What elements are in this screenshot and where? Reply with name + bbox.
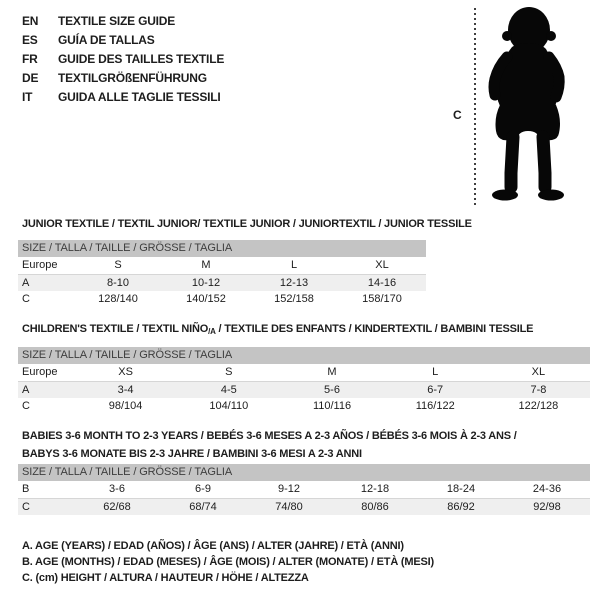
table-cell: 116/122 [415,400,455,412]
table-cell: 122/128 [518,400,559,412]
lang-code: IT [22,90,33,104]
table-row-height [18,498,590,515]
column-header: M [327,366,337,378]
lang-code: ES [22,33,38,47]
lang-title: TEXTILE SIZE GUIDE [58,14,176,28]
column-header: M [201,259,211,271]
lang-code: EN [22,14,39,28]
table-cell: 5-6 [324,384,340,396]
footnote-height-cm: C. (cm) HEIGHT / ALTURA / HAUTEUR / HÖHE / ALTEZZA [22,572,309,584]
table-row-age [18,381,590,398]
table-cell: 158/170 [362,293,402,305]
children-size-table [18,347,590,415]
babies-title-line2: BABYS 3-6 MONATE BIS 2-3 JAHRE / BAMBINI 3-6 MESI A 2-3 ANNI [22,448,362,460]
table-row-age-months [18,481,590,498]
table-cell: 9-12 [277,483,301,495]
table-cell: 68/74 [189,501,217,513]
lang-title: GUÍA DE TALLAS [58,33,155,47]
table-cell: 3-4 [117,384,134,396]
height-measure-label: C [453,108,462,122]
table-cell: 6-9 [195,483,211,495]
babies-title-line1: BABIES 3-6 MONTH TO 2-3 YEARS / BEBÉS 3-6 MESES A 2-3 AÑOS / BÉBÉS 3-6 MOIS À 2-3 ANS / [22,430,517,442]
column-header: XS [118,366,133,378]
junior-size-table [18,240,426,308]
table-cell: 4-5 [220,384,237,396]
column-header: XL [375,259,389,271]
footnote-age-months: B. AGE (MONTHS) / EDAD (MESES) / ÂGE (MOIS) / ALTER (MONATE) / ETÀ (MESI) [22,556,434,568]
table-cell: 104/110 [209,400,249,412]
column-header: S [114,259,122,271]
column-header: XL [531,366,546,378]
height-dashed-line [474,8,476,208]
row-label: C [22,400,30,412]
table-row-age [18,274,426,291]
size-header-bar: SIZE / TALLA / TAILLE / GRÖSSE / TAGLIA [18,347,590,364]
table-cell: 8-10 [106,277,130,289]
table-cell: 12-18 [360,483,390,495]
row-label: C [22,293,30,305]
lang-row-es [22,31,224,50]
children-title-pre: CHILDREN'S TEXTILE / TEXTIL NIÑO [22,323,209,335]
table-cell: 3-6 [109,483,125,495]
table-cell: 14-16 [367,277,397,289]
lang-code: DE [22,71,39,85]
language-title-list [22,12,224,107]
baby-silhouette-icon [482,5,574,209]
row-label: B [22,483,30,495]
row-label: A [22,277,30,289]
lang-row-en [22,12,224,31]
table-cell: 80/86 [361,501,389,513]
footnote-legend [22,538,434,586]
babies-section-title [22,427,517,463]
lang-row-it [22,88,224,107]
row-label: C [22,501,30,513]
lang-title: TEXTILGRÖßENFÜHRUNG [58,71,207,85]
table-cell: 92/98 [533,501,561,513]
lang-title: GUIDE DES TAILLES TEXTILE [58,52,225,66]
children-title-post: / TEXTILE DES ENFANTS / KINDERTEXTIL / BAMBINI TESSILE [215,323,534,335]
column-header: L [290,259,298,271]
table-cell: 18-24 [446,483,476,495]
table-row-columns [18,257,426,274]
table-row-columns [18,364,590,381]
column-header: L [432,366,439,378]
row-label: A [22,384,30,396]
size-header-bar: SIZE / TALLA / TAILLE / GRÖSSE / TAGLIA [18,240,426,257]
children-section-title [22,323,533,336]
table-cell: 86/92 [447,501,475,513]
table-cell: 152/158 [274,293,314,305]
table-cell: 7-8 [530,384,547,396]
region-label: Europe [22,366,58,378]
table-cell: 74/80 [275,501,303,513]
table-cell: 98/104 [108,400,143,412]
children-title-subscript: /A [208,327,216,336]
footnote-age-years: A. AGE (YEARS) / EDAD (AÑOS) / ÂGE (ANS) / ALTER (JAHRE) / ETÀ (ANNI) [22,540,404,552]
lang-title: GUIDA ALLE TAGLIE TESSILI [58,90,221,104]
table-cell: 128/140 [98,293,138,305]
table-cell: 10-12 [191,277,221,289]
column-header: S [225,366,233,378]
junior-section-title: JUNIOR TEXTILE / TEXTIL JUNIOR/ TEXTILE JUNIOR / JUNIORTEXTIL / JUNIOR TESSILE [22,218,472,230]
table-cell: 24-36 [532,483,562,495]
table-cell: 110/116 [312,400,352,412]
table-cell: 140/152 [186,293,226,305]
region-label: Europe [22,259,58,271]
babies-size-table [18,464,590,515]
table-cell: 62/68 [103,501,131,513]
table-cell: 6-7 [427,384,444,396]
table-row-height [18,398,590,415]
table-cell: 12-13 [279,277,309,289]
size-header-bar: SIZE / TALLA / TAILLE / GRÖSSE / TAGLIA [18,464,590,481]
lang-row-fr [22,50,224,69]
table-row-height [18,291,426,308]
lang-code: FR [22,52,38,66]
lang-row-de [22,69,224,88]
